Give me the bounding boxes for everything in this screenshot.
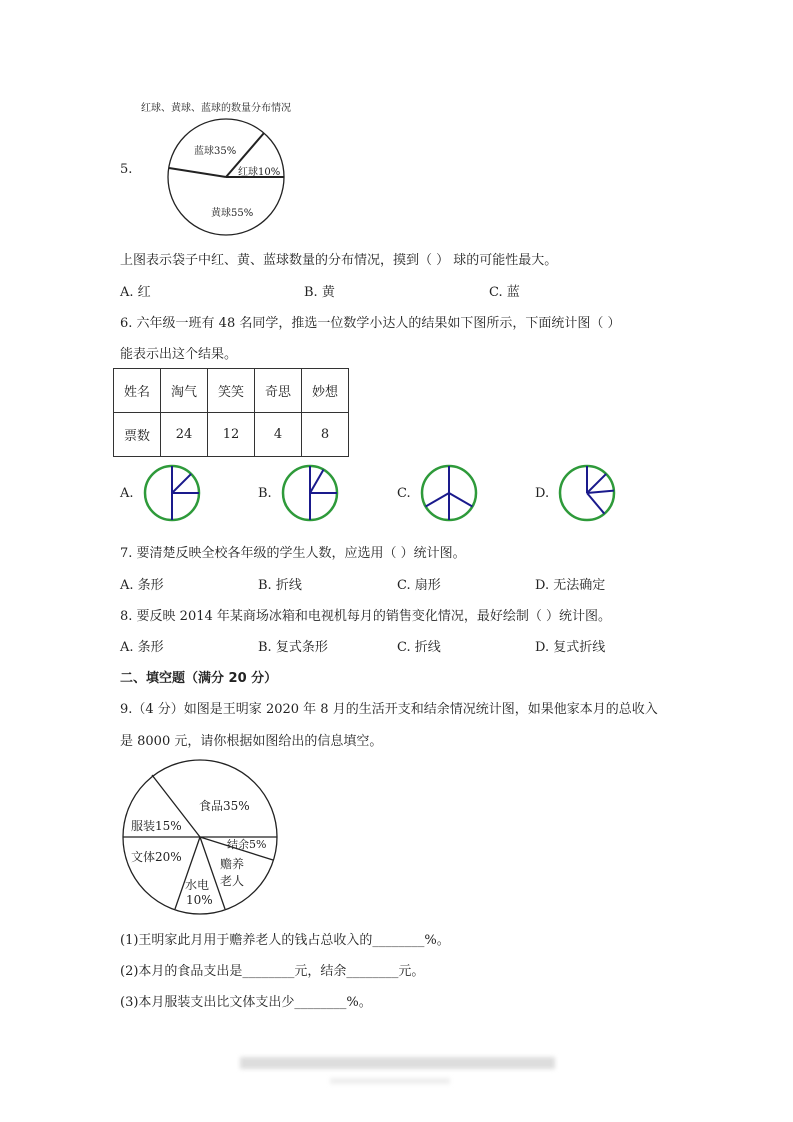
table-cell: 笑笑	[208, 369, 255, 413]
option-pie-slice-border	[172, 474, 191, 493]
table-cell: 24	[161, 413, 208, 457]
table-row	[114, 413, 349, 457]
option-c[interactable]: C. 蓝	[489, 285, 520, 300]
option-c[interactable]: C. 折线	[397, 640, 441, 655]
question-text: 能表示出这个结果。	[120, 347, 238, 362]
sub-question: (2)本月的食品支出是________元，结余________元。	[120, 964, 425, 979]
table-cell: 4	[255, 413, 302, 457]
table-cell: 奇思	[255, 369, 302, 413]
table-cell: 票数	[114, 413, 161, 457]
question-number: 5.	[120, 162, 133, 177]
question-text: 6. 六年级一班有 48 名同学，推选一位数学小达人的结果如下图所示，下面统计图（ ）	[120, 316, 621, 331]
sub-question: (1)王明家此月用于赡养老人的钱占总收入的________%。	[120, 933, 450, 948]
option-b[interactable]: B. 黄	[304, 285, 335, 300]
question-text: 上图表示袋子中红、黄、蓝球数量的分布情况，摸到（ ） 球的可能性最大。	[120, 253, 558, 268]
option-pie-slice-border	[587, 474, 606, 493]
option-c[interactable]: C.	[397, 486, 411, 501]
option-a[interactable]: A.	[120, 486, 134, 501]
table-cell: 姓名	[114, 369, 161, 413]
option-a[interactable]: A. 条形	[120, 640, 164, 655]
option-d[interactable]: D. 复式折线	[535, 640, 606, 655]
option-d[interactable]: D.	[535, 486, 550, 501]
pie-label: 老人	[220, 874, 245, 888]
option-b[interactable]: B. 折线	[258, 578, 302, 593]
blurred-footer	[240, 1057, 555, 1069]
chart-title: 红球、黄球、蓝球的数量分布情况	[141, 103, 291, 114]
sub-question: (3)本月服装支出比文体支出少________%。	[120, 995, 372, 1010]
question-text: 7. 要清楚反映全校各年级的学生人数，应选用（ ）统计图。	[120, 546, 466, 561]
option-c[interactable]: C. 扇形	[397, 578, 441, 593]
option-pie-slice-border	[449, 493, 472, 507]
pie-label: 红球10%	[238, 167, 281, 178]
option-pie-slice-border	[310, 470, 324, 493]
pie-label: 结余5%	[227, 838, 267, 851]
table-cell: 8	[302, 413, 349, 457]
vote-table	[113, 368, 349, 457]
option-pie-slice-border	[587, 491, 614, 493]
pie-label: 10%	[186, 893, 213, 907]
option-b[interactable]: B. 复式条形	[258, 640, 328, 655]
blurred-footer	[330, 1078, 450, 1084]
table-cell: 12	[208, 413, 255, 457]
pie-label: 水电	[185, 878, 210, 892]
question-text: 是 8000 元，请你根据如图给出的信息填空。	[120, 734, 383, 749]
table-cell: 淘气	[161, 369, 208, 413]
option-d[interactable]: D. 无法确定	[535, 578, 606, 593]
table-row	[114, 369, 349, 413]
table-cell: 妙想	[302, 369, 349, 413]
option-pie-slice-border	[426, 493, 449, 507]
option-a[interactable]: A. 红	[120, 285, 151, 300]
pie-label: 黄球55%	[211, 208, 254, 219]
option-a[interactable]: A. 条形	[120, 578, 164, 593]
pie-label: 服装15%	[131, 819, 182, 833]
pie-label: 蓝球35%	[194, 146, 237, 157]
pie-label: 文体20%	[131, 850, 182, 864]
section-title: 二、填空题（满分 20 分）	[120, 671, 278, 686]
option-pie-slice-border	[587, 493, 604, 514]
pie-label: 赡养	[220, 857, 245, 871]
question-text: 8. 要反映 2014 年某商场冰箱和电视机每月的销售变化情况，最好绘制（ ）统计图。	[120, 609, 612, 624]
pie-label: 食品35%	[199, 799, 250, 813]
question-text: 9.（4 分）如图是王明家 2020 年 8 月的生活开支和结余情况统计图，如果他家本月的总收入	[120, 702, 658, 717]
option-b[interactable]: B.	[258, 486, 272, 501]
